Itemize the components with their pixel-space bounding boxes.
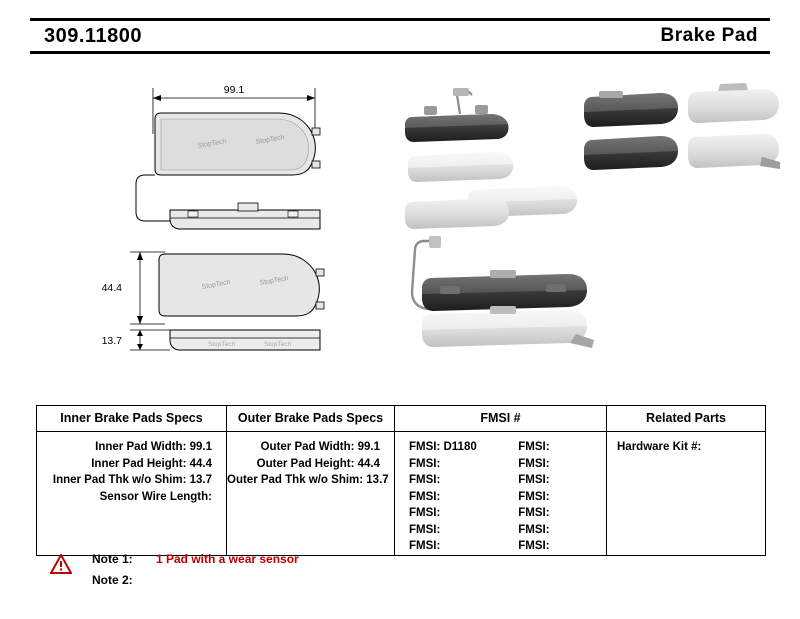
fmsi-right-1: FMSI: <box>518 457 550 470</box>
brand-watermark: StopTech <box>201 279 232 291</box>
hardware-kit-number: Hardware Kit #: <box>617 441 702 453</box>
column-header-related-parts: Related Parts <box>646 411 726 425</box>
fmsi-left-5: FMSI: <box>409 523 441 536</box>
header-bottom-rule <box>30 51 770 54</box>
product-illustrations <box>20 62 780 392</box>
pad-bottom-view <box>159 254 324 316</box>
inner-pad-width: Inner Pad Width: 99.1 <box>95 441 212 453</box>
height-dimension <box>102 252 165 324</box>
inner-pad-thickness: Inner Pad Thk w/o Shim: 13.7 <box>52 474 212 486</box>
fmsi-row <box>395 439 606 456</box>
note-1-row <box>36 548 536 569</box>
sensor-wire-length: Sensor Wire Length: <box>99 490 212 503</box>
pad-top-view <box>155 113 320 175</box>
fmsi-left-0: FMSI: D1180 <box>409 441 477 453</box>
outer-specs-cell <box>227 432 395 555</box>
inner-specs-cell <box>37 432 227 555</box>
fmsi-row <box>395 489 606 506</box>
pad-photo-group-upper-left <box>405 88 577 229</box>
fmsi-row <box>395 472 606 489</box>
brand-watermark: StopTech <box>264 341 292 348</box>
thickness-dimension <box>102 330 170 350</box>
fmsi-left-4: FMSI: <box>409 507 441 519</box>
pad-clip <box>490 270 516 278</box>
pad-photo-group-upper-right <box>584 83 780 170</box>
column-header-outer-specs: Outer Brake Pads Specs <box>227 406 395 431</box>
brand-watermark: StopTech <box>255 134 286 146</box>
column-header-inner-specs: Inner Brake Pads Specs <box>37 406 227 431</box>
document-header <box>30 18 770 54</box>
technical-drawing-group <box>102 84 324 350</box>
specs-table-body <box>37 432 765 555</box>
outer-pad-width: Outer Pad Width: 99.1 <box>260 441 380 453</box>
fmsi-right-2: FMSI: <box>518 474 550 486</box>
fmsi-right-3: FMSI: <box>518 490 550 503</box>
pad-clip <box>599 91 623 98</box>
fmsi-row <box>395 456 606 473</box>
specs-table-header-row <box>37 406 765 432</box>
outer-pad-thickness: Outer Pad Thk w/o Shim: 13.7 <box>227 474 389 486</box>
height-dimension-label: 44.4 <box>101 282 122 294</box>
page-title: Brake Pad <box>660 25 758 46</box>
brand-watermark: StopTech <box>208 341 236 348</box>
related-parts-cell <box>607 432 765 555</box>
outer-pad-height: Outer Pad Height: 44.4 <box>256 457 380 470</box>
fmsi-row <box>395 505 606 522</box>
fmsi-left-6: FMSI: <box>409 540 441 552</box>
brand-watermark: StopTech <box>259 275 290 287</box>
wear-sensor-wire <box>136 175 170 221</box>
note-2-row <box>36 569 536 590</box>
pad-backing-plate-view <box>170 330 320 350</box>
fmsi-right-6: FMSI: <box>518 540 550 552</box>
fmsi-cell <box>395 432 607 555</box>
part-number: 309.11800 <box>44 25 142 47</box>
column-header-fmsi: FMSI # <box>395 406 607 431</box>
note-1-text: 1 Pad with a wear sensor <box>156 551 299 566</box>
note-1-label: Note 1: <box>92 551 133 566</box>
fmsi-right-5: FMSI: <box>518 523 550 536</box>
fmsi-row <box>395 522 606 539</box>
width-dimension-label: 99.1 <box>223 84 245 96</box>
note-2-label: Note 2: <box>92 572 133 587</box>
pad-clip <box>490 306 516 314</box>
fmsi-left-1: FMSI: <box>409 457 441 470</box>
notes-section <box>36 548 536 590</box>
fmsi-right-0: FMSI: <box>518 441 550 453</box>
pad-side-view <box>170 203 320 229</box>
inner-pad-height: Inner Pad Height: 44.4 <box>91 457 212 470</box>
brand-watermark: StopTech <box>197 138 228 150</box>
fmsi-left-2: FMSI: <box>409 474 441 486</box>
pad-photo-group-lower <box>412 236 594 348</box>
fmsi-left-3: FMSI: <box>409 490 441 503</box>
specs-table <box>36 405 766 556</box>
thickness-dimension-label: 13.7 <box>101 335 122 347</box>
fmsi-right-4: FMSI: <box>518 507 550 519</box>
